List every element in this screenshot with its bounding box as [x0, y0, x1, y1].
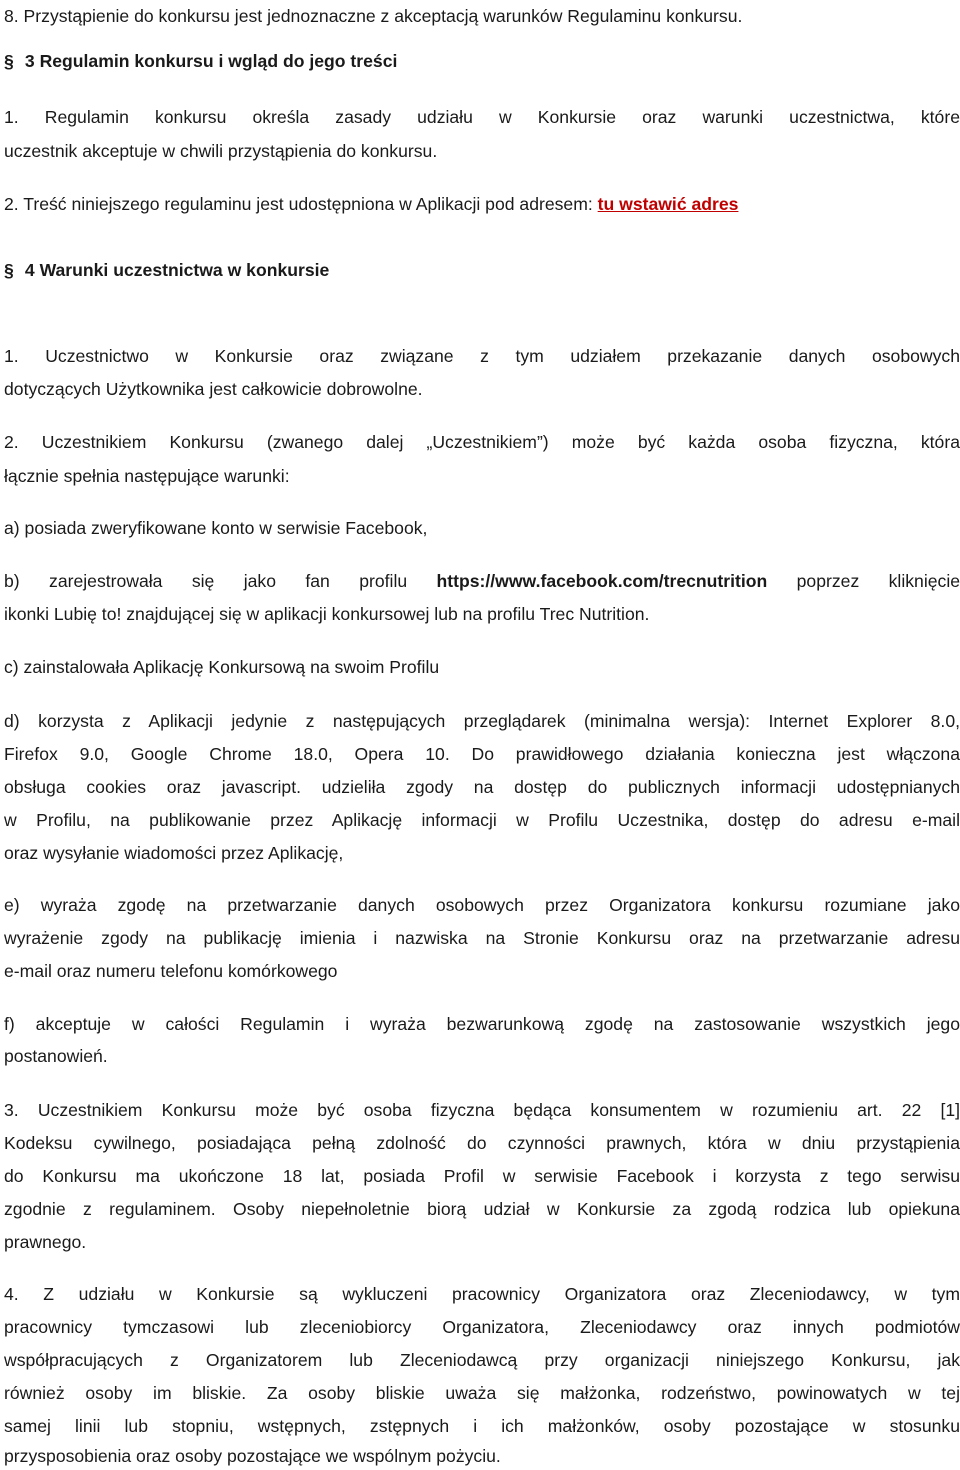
section-4-heading: [4, 257, 960, 283]
condition-b-prefix: b) zarejestrowała się jako fan profilu: [4, 571, 437, 591]
condition-d-line3: obsługa cookies oraz javascript. udzieliła zgody na dostęp do publicznych informacji udostępnianych: [4, 777, 960, 797]
condition-f-line2: postanowień.: [4, 1046, 108, 1066]
s4-item2-line2: łącznie spełnia następujące warunki:: [4, 466, 290, 486]
condition-f-line1: f) akceptuje w całości Regulamin i wyraża bezwarunkową zgodę na zastosowanie wszystkich jego: [4, 1014, 960, 1034]
section-symbol: §: [4, 260, 14, 280]
s4-item4-line1: 4. Z udziału w Konkursie są wykluczeni pracownicy Organizatora oraz Zleceniodawcy, w tym: [4, 1284, 960, 1304]
condition-d-line5: oraz wysyłanie wiadomości przez Aplikację,: [4, 843, 344, 863]
s4-item3-line1: 3. Uczestnikiem Konkursu może być osoba fizyczna będąca konsumentem w rozumieniu art. 22 [1]: [4, 1100, 960, 1120]
s4-item3-line3: do Konkursu ma ukończone 18 lat, posiada Profil w serwisie Facebook i korzysta z tego serwisu: [4, 1166, 960, 1186]
s3-item2-text: 2. Treść niniejszego regulaminu jest udostępniona w Aplikacji pod adresem:: [4, 194, 598, 214]
s4-item3-line2: Kodeksu cywilnego, posiadająca pełną zdolność do czynności prawnych, która w dniu przystąpienia: [4, 1133, 960, 1153]
section-4-title: 4 Warunki uczestnictwa w konkursie: [24, 260, 330, 280]
condition-b-suffix: poprzez kliknięcie: [767, 571, 960, 591]
s4-item3-line5: prawnego.: [4, 1232, 87, 1252]
condition-e-line3: e-mail oraz numeru telefonu komórkowego: [4, 961, 338, 981]
s4-item2-line1: 2. Uczestnikiem Konkursu (zwanego dalej „Uczestnikiem”) może być każda osoba fizyczna, która: [4, 432, 960, 452]
condition-b-line1: [4, 568, 960, 594]
s4-item4-line2: pracownicy tymczasowi lub zleceniobiorcy Organizatora, Zleceniodawcy oraz innych podmiotów: [4, 1317, 960, 1337]
s3-item1-line1: 1. Regulamin konkursu określa zasady udziału w Konkursie oraz warunki uczestnictwa, które: [4, 107, 960, 127]
s4-item4-line3: współpracujących z Organizatorem lub Zleceniodawcą przy organizacji niniejszego Konkursu, jak: [4, 1350, 960, 1370]
condition-d-line2: Firefox 9.0, Google Chrome 18.0, Opera 10. Do prawidłowego działania konieczna jest włączona: [4, 744, 960, 764]
condition-c: c) zainstalowała Aplikację Konkursową na swoim Profilu: [4, 657, 440, 677]
s4-item4-line5: samej linii lub stopniu, wstępnych, zstępnych i ich małżonków, osoby pozostające w stosunku: [4, 1416, 960, 1436]
s4-item1-line1: 1. Uczestnictwo w Konkursie oraz związane z tym udziałem przekazanie danych osobowych: [4, 346, 960, 366]
section-symbol: §: [4, 51, 14, 71]
condition-d-line4: w Profilu, na publikowanie przez Aplikację informacji w Profilu Uczestnika, dostęp do adresu e-mail: [4, 810, 960, 830]
condition-d-line1: d) korzysta z Aplikacji jedynie z następujących przeglądarek (minimalna wersja): Internet Explorer 8.0,: [4, 711, 960, 731]
address-link[interactable]: tu wstawić adres: [597, 194, 739, 214]
condition-b-line2: ikonki Lubię to! znajdującej się w aplikacji konkursowej lub na profilu Trec Nutrition.: [4, 604, 650, 624]
paragraph-8: 8. Przystąpienie do konkursu jest jednoznaczne z akceptacją warunków Regulaminu konkursu.: [4, 6, 743, 26]
condition-e-line2: wyrażenie zgody na publikację imienia i nazwiska na Stronie Konkursu oraz na przetwarzanie adresu: [4, 928, 960, 948]
condition-a: a) posiada zweryfikowane konto w serwisie Facebook,: [4, 518, 428, 538]
s4-item4-line6: przysposobienia oraz osoby pozostające we wspólnym pożyciu.: [4, 1446, 501, 1466]
section-3-title: 3 Regulamin konkursu i wgląd do jego treści: [24, 51, 398, 71]
condition-e-line1: e) wyraża zgodę na przetwarzanie danych osobowych przez Organizatora konkursu rozumiane jako: [4, 895, 960, 915]
s4-item4-line4: również osoby im bliskie. Za osoby bliskie uważa się małżonka, rodzeństwo, powinowatych w tej: [4, 1383, 960, 1403]
s3-item1-line2: uczestnik akceptuje w chwili przystąpienia do konkursu.: [4, 141, 438, 161]
facebook-profile-url[interactable]: https://www.facebook.com/trecnutrition: [436, 571, 768, 591]
s4-item1-line2: dotyczących Użytkownika jest całkowicie dobrowolne.: [4, 379, 423, 399]
section-3-heading: [4, 48, 960, 74]
s3-item2: [4, 191, 960, 217]
s4-item3-line4: zgodnie z regulaminem. Osoby niepełnoletnie biorą udział w Konkursie za zgodą rodzica lub opiekuna: [4, 1199, 960, 1219]
